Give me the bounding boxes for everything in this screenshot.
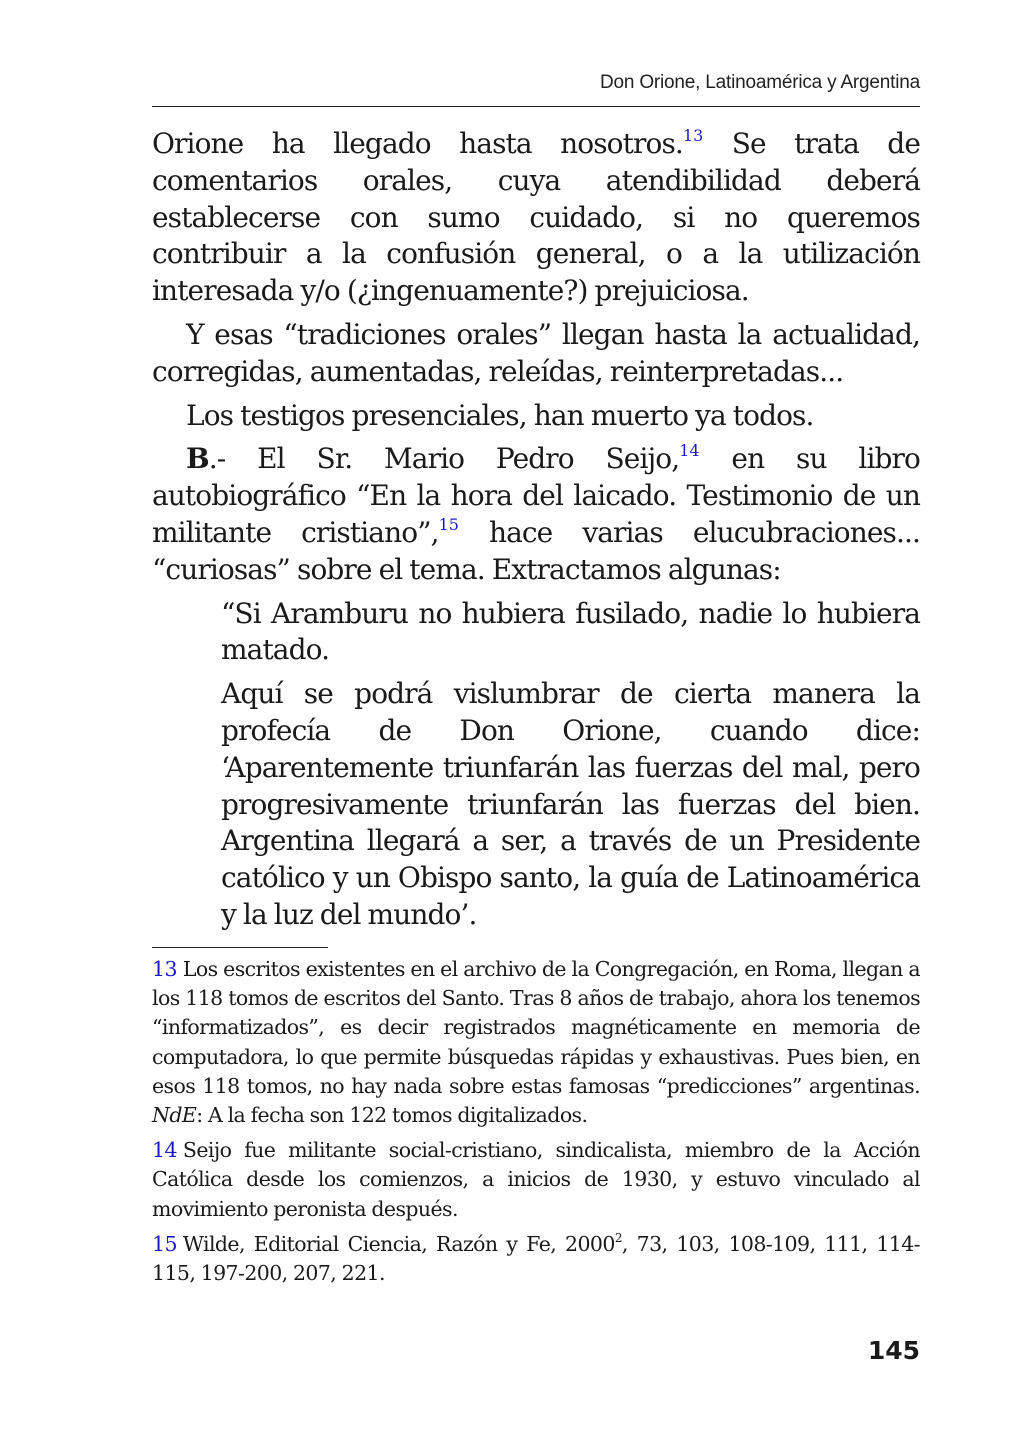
footnote-ref-14[interactable]: 14 (679, 441, 700, 461)
footnote-number-14[interactable]: 14 (152, 1138, 177, 1163)
footnotes (152, 955, 920, 1294)
footnote-13-text-a: Los escritos existentes en el archivo de la Congregación, en Roma, llegan a los 118 tomos de escritos del Santo. Tras 8 años de trabajo, ahora los tenemos “informatizados”, es decir registrados magnéticamente en memoria de computadora, lo que permite búsquedas rápidas y exhaustivas. Pues bien, en esos 118 tomos, no hay nada sobre estas famosas “predicciones” argentinas. (152, 957, 920, 1098)
paragraph-1 (152, 126, 920, 310)
block-quote-1: “Si Aramburu no hubiera fusilado, nadie lo hubiera matado. (221, 596, 920, 667)
paragraph-4-text-c: hace varias elucubraciones... “curiosas” sobre el tema. Extractamos algunas: (152, 515, 920, 586)
footnote-number-13[interactable]: 13 (152, 957, 177, 981)
footnote-13-text-b: : A la fecha son 122 tomos digitalizados. (196, 1103, 588, 1128)
paragraph-3: Los testigos presenciales, han muerto ya todos. (186, 398, 814, 432)
footnote-15 (152, 1230, 920, 1288)
footnote-number-15[interactable]: 15 (152, 1231, 177, 1256)
section-letter: B (186, 442, 209, 476)
footnote-ref-15[interactable]: 15 (438, 514, 459, 534)
footnote-13-italic: NdE (152, 1103, 197, 1128)
block-quote-2: Aquí se podrá vislumbrar de cierta manera la profecía de Don Orione, cuando dice: ‘Aparentemente triunfarán las fuerzas del mal, pero progresivamente triunfarán las fuerzas del bien. Argentina llegará a ser, a través de un Presidente católico y un Obispo santo, la guía de Latinoamérica y la luz del mundo’. (221, 677, 920, 931)
footnote-15-text-a: Wilde, Editorial Ciencia, Razón y Fe, 2000 (182, 1231, 615, 1256)
footnote-ref-13[interactable]: 13 (682, 126, 704, 145)
paragraph-1-text-a: Orione ha llegado hasta nosotros. (152, 127, 683, 160)
edition-superscript: 2 (614, 1230, 622, 1245)
footnote-13 (152, 955, 920, 1130)
footnote-15-text-b: , 73, 103, 108-109, 111, 114-115, 197-200, 207, 221. (152, 1231, 921, 1286)
footnote-rule (152, 947, 328, 948)
page-number: 145 (867, 1336, 920, 1365)
paragraph-4 (152, 441, 920, 588)
paragraph-4-text-a: .- El Sr. Mario Pedro Seijo, (208, 442, 680, 476)
running-header: Don Orione, Latinoamérica y Argentina (599, 72, 920, 93)
header-rule (152, 106, 920, 107)
footnote-14-text: Seijo fue militante social-cristiano, sindicalista, miembro de la Acción Católica desde los comienzos, a inicios de 1930, y estuvo vinculado al movimiento peronista después. (152, 1138, 920, 1221)
paragraph-4-text-b: en su libro autobiográfico “En la hora del laicado. Testimonio de un militante cristiano”, (152, 442, 920, 549)
footnote-14 (152, 1136, 920, 1224)
paragraph-1-text-b: Se trata de comentarios orales, cuya atendibilidad deberá establecerse con sumo cuidado, si no queremos contribuir a la confusión general, o a la utilización interesada y/o (¿ingenuamente?) prejuiciosa. (152, 127, 920, 308)
main-text (152, 126, 920, 941)
paragraph-2: Y esas “tradiciones orales” llegan hasta la actualidad, corregidas, aumentadas, releídas, reinterpretadas... (152, 317, 920, 388)
